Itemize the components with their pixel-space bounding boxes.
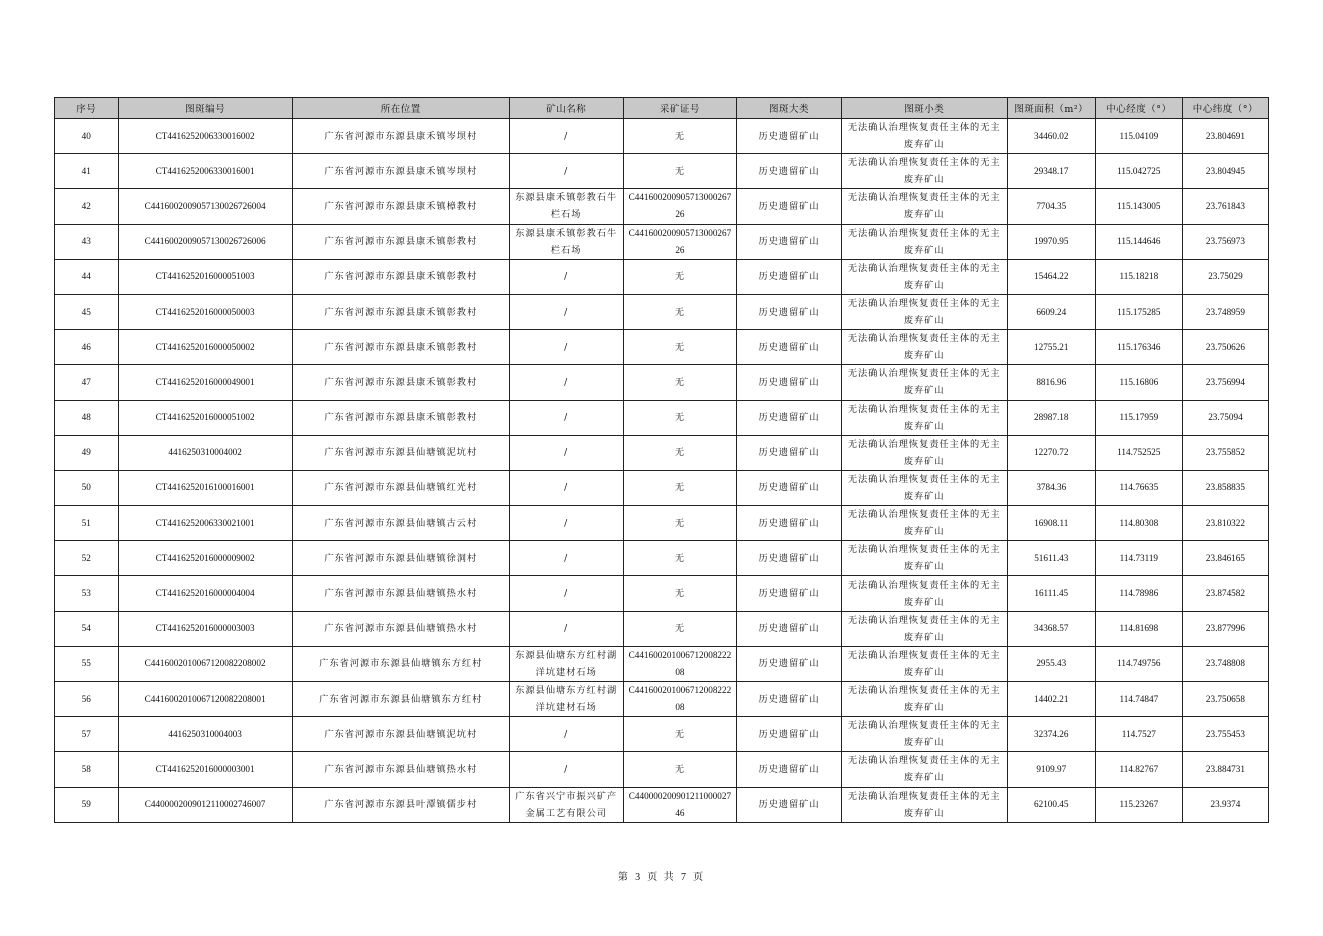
table-row [55,611,1269,646]
cell-latitude: 23.761843 [1182,189,1268,224]
cell-license-no: 无 [623,752,737,787]
cell-subcategory: 无法确认治理恢复责任主体的无主废弃矿山 [841,506,1007,541]
cell-latitude: 23.755453 [1182,717,1268,752]
cell-index: 49 [55,435,119,470]
abandoned-mine-table [54,97,1269,823]
cell-patch-id: CT4416252016000009002 [118,541,292,576]
cell-mine-name: / [509,294,623,329]
table-header-row [55,98,1269,119]
cell-mine-name: / [509,576,623,611]
cell-latitude: 23.858835 [1182,470,1268,505]
cell-subcategory: 无法确认治理恢复责任主体的无主废弃矿山 [841,470,1007,505]
cell-subcategory: 无法确认治理恢复责任主体的无主废弃矿山 [841,752,1007,787]
cell-category: 历史遗留矿山 [737,506,841,541]
cell-license-no: 无 [623,119,737,154]
cell-category: 历史遗留矿山 [737,470,841,505]
cell-location: 广东省河源市东源县康禾镇彰教村 [292,294,509,329]
cell-category: 历史遗留矿山 [737,576,841,611]
cell-index: 47 [55,365,119,400]
cell-area: 12270.72 [1007,435,1095,470]
cell-latitude: 23.755852 [1182,435,1268,470]
cell-category: 历史遗留矿山 [737,294,841,329]
cell-category: 历史遗留矿山 [737,189,841,224]
cell-license-no: 无 [623,717,737,752]
cell-latitude: 23.756973 [1182,224,1268,259]
cell-mine-name: / [509,365,623,400]
table-row [55,435,1269,470]
cell-location: 广东省河源市东源县仙塘镇东方红村 [292,682,509,717]
table-row [55,259,1269,294]
header-subcategory: 图斑小类 [841,98,1007,119]
cell-mine-name: / [509,400,623,435]
cell-index: 48 [55,400,119,435]
cell-license-no: 无 [623,506,737,541]
cell-longitude: 114.749756 [1095,646,1182,681]
cell-subcategory: 无法确认治理恢复责任主体的无主废弃矿山 [841,119,1007,154]
table-row [55,294,1269,329]
cell-mine-name: / [509,470,623,505]
cell-area: 8816.96 [1007,365,1095,400]
cell-location: 广东省河源市东源县仙塘镇泥坑村 [292,717,509,752]
cell-location: 广东省河源市东源县康禾镇彰教村 [292,259,509,294]
table-row [55,506,1269,541]
cell-area: 15464.22 [1007,259,1095,294]
cell-license-no: 无 [623,576,737,611]
cell-longitude: 114.82767 [1095,752,1182,787]
cell-index: 46 [55,330,119,365]
cell-license-no: C44160020090571300026726 [623,189,737,224]
cell-latitude: 23.804691 [1182,119,1268,154]
footer-suffix: 页 [693,872,706,883]
cell-area: 62100.45 [1007,787,1095,822]
cell-index: 57 [55,717,119,752]
cell-mine-name: / [509,259,623,294]
cell-latitude: 23.9374 [1182,787,1268,822]
cell-patch-id: CT4416252016000049001 [118,365,292,400]
cell-longitude: 114.78986 [1095,576,1182,611]
cell-subcategory: 无法确认治理恢复责任主体的无主废弃矿山 [841,682,1007,717]
table-row [55,787,1269,822]
header-mine-name: 矿山名称 [509,98,623,119]
cell-latitude: 23.874582 [1182,576,1268,611]
cell-longitude: 114.74847 [1095,682,1182,717]
cell-patch-id: 4416250310004002 [118,435,292,470]
cell-category: 历史遗留矿山 [737,646,841,681]
cell-patch-id: CT4416252016000051002 [118,400,292,435]
cell-license-no: 无 [623,294,737,329]
table-row [55,400,1269,435]
cell-patch-id: CT4416252016000004004 [118,576,292,611]
cell-area: 9109.97 [1007,752,1095,787]
cell-location: 广东省河源市东源县康禾镇岑坝村 [292,119,509,154]
cell-location: 广东省河源市东源县仙塘镇热水村 [292,576,509,611]
table-row [55,646,1269,681]
cell-category: 历史遗留矿山 [737,435,841,470]
cell-index: 43 [55,224,119,259]
header-latitude: 中心纬度（°） [1182,98,1268,119]
cell-index: 55 [55,646,119,681]
cell-location: 广东省河源市东源县康禾镇彰教村 [292,330,509,365]
cell-latitude: 23.804945 [1182,154,1268,189]
cell-longitude: 115.143005 [1095,189,1182,224]
cell-patch-id: C4400002009012110002746007 [118,787,292,822]
cell-latitude: 23.756994 [1182,365,1268,400]
cell-category: 历史遗留矿山 [737,752,841,787]
cell-latitude: 23.846165 [1182,541,1268,576]
table-row [55,330,1269,365]
cell-longitude: 114.752525 [1095,435,1182,470]
cell-license-no: C44160020100671200822208 [623,646,737,681]
cell-area: 34460.02 [1007,119,1095,154]
table-row [55,224,1269,259]
cell-mine-name: / [509,752,623,787]
cell-latitude: 23.884731 [1182,752,1268,787]
table-row [55,717,1269,752]
cell-subcategory: 无法确认治理恢复责任主体的无主废弃矿山 [841,330,1007,365]
footer-prefix: 第 [617,872,630,883]
table-row [55,470,1269,505]
cell-longitude: 115.144646 [1095,224,1182,259]
cell-area: 34368.57 [1007,611,1095,646]
cell-index: 56 [55,682,119,717]
cell-mine-name: 东源县康禾镇彰教石牛栏石场 [509,224,623,259]
cell-index: 44 [55,259,119,294]
cell-license-no: C44160020090571300026726 [623,224,737,259]
cell-area: 12755.21 [1007,330,1095,365]
cell-index: 40 [55,119,119,154]
cell-category: 历史遗留矿山 [737,119,841,154]
cell-mine-name: / [509,541,623,576]
cell-subcategory: 无法确认治理恢复责任主体的无主废弃矿山 [841,154,1007,189]
cell-patch-id: CT4416252006330016002 [118,119,292,154]
cell-location: 广东省河源市东源县叶潭镇儒步村 [292,787,509,822]
cell-license-no: 无 [623,259,737,294]
cell-location: 广东省河源市东源县康禾镇岑坝村 [292,154,509,189]
cell-area: 29348.17 [1007,154,1095,189]
cell-index: 50 [55,470,119,505]
cell-license-no: 无 [623,470,737,505]
cell-patch-id: CT4416252016000003001 [118,752,292,787]
cell-index: 42 [55,189,119,224]
cell-license-no: 无 [623,365,737,400]
cell-license-no: 无 [623,611,737,646]
table-row [55,189,1269,224]
cell-patch-id: C4416002009057130026726004 [118,189,292,224]
cell-latitude: 23.748959 [1182,294,1268,329]
cell-subcategory: 无法确认治理恢复责任主体的无主废弃矿山 [841,259,1007,294]
cell-latitude: 23.810322 [1182,506,1268,541]
header-area: 图斑面积（m²） [1007,98,1095,119]
cell-patch-id: CT4416252016000050003 [118,294,292,329]
cell-subcategory: 无法确认治理恢复责任主体的无主废弃矿山 [841,611,1007,646]
cell-location: 广东省河源市东源县康禾镇彰教村 [292,365,509,400]
cell-location: 广东省河源市东源县仙塘镇红光村 [292,470,509,505]
cell-longitude: 115.042725 [1095,154,1182,189]
cell-mine-name: / [509,611,623,646]
cell-longitude: 115.176346 [1095,330,1182,365]
cell-location: 广东省河源市东源县仙塘镇热水村 [292,611,509,646]
cell-category: 历史遗留矿山 [737,541,841,576]
page-footer [0,868,1323,883]
cell-mine-name: 广东省兴宁市振兴矿产金属工艺有限公司 [509,787,623,822]
cell-location: 广东省河源市东源县康禾镇彰教村 [292,224,509,259]
header-patch-id: 图斑编号 [118,98,292,119]
cell-latitude: 23.877996 [1182,611,1268,646]
table-row [55,752,1269,787]
cell-license-no: 无 [623,154,737,189]
cell-patch-id: CT4416252006330021001 [118,506,292,541]
cell-mine-name: / [509,506,623,541]
cell-area: 3784.36 [1007,470,1095,505]
cell-area: 14402.21 [1007,682,1095,717]
cell-longitude: 114.80308 [1095,506,1182,541]
cell-subcategory: 无法确认治理恢复责任主体的无主废弃矿山 [841,189,1007,224]
cell-mine-name: 东源县康禾镇彰教石牛栏石场 [509,189,623,224]
cell-patch-id: C4416002009057130026726006 [118,224,292,259]
cell-area: 19970.95 [1007,224,1095,259]
cell-patch-id: CT4416252006330016001 [118,154,292,189]
header-category: 图斑大类 [737,98,841,119]
header-index: 序号 [55,98,119,119]
cell-category: 历史遗留矿山 [737,224,841,259]
cell-latitude: 23.75094 [1182,400,1268,435]
cell-category: 历史遗留矿山 [737,259,841,294]
cell-longitude: 115.17959 [1095,400,1182,435]
cell-longitude: 115.175285 [1095,294,1182,329]
cell-category: 历史遗留矿山 [737,365,841,400]
cell-index: 52 [55,541,119,576]
cell-longitude: 115.16806 [1095,365,1182,400]
cell-longitude: 114.81698 [1095,611,1182,646]
cell-subcategory: 无法确认治理恢复责任主体的无主废弃矿山 [841,717,1007,752]
cell-category: 历史遗留矿山 [737,611,841,646]
cell-area: 7704.35 [1007,189,1095,224]
table-row [55,154,1269,189]
cell-license-no: C44000020090121100002746 [623,787,737,822]
cell-category: 历史遗留矿山 [737,787,841,822]
cell-mine-name: 东源县仙塘东方红村湖洋坑建材石场 [509,646,623,681]
cell-latitude: 23.750626 [1182,330,1268,365]
cell-longitude: 114.73119 [1095,541,1182,576]
cell-subcategory: 无法确认治理恢复责任主体的无主废弃矿山 [841,541,1007,576]
cell-category: 历史遗留矿山 [737,400,841,435]
table-row [55,119,1269,154]
cell-subcategory: 无法确认治理恢复责任主体的无主废弃矿山 [841,435,1007,470]
cell-category: 历史遗留矿山 [737,682,841,717]
cell-mine-name: 东源县仙塘东方红村湖洋坑建材石场 [509,682,623,717]
cell-category: 历史遗留矿山 [737,717,841,752]
cell-latitude: 23.750658 [1182,682,1268,717]
table-row [55,365,1269,400]
table-row [55,576,1269,611]
cell-patch-id: 4416250310004003 [118,717,292,752]
cell-license-no: C44160020100671200822208 [623,682,737,717]
cell-patch-id: CT4416252016000050002 [118,330,292,365]
cell-index: 58 [55,752,119,787]
cell-subcategory: 无法确认治理恢复责任主体的无主废弃矿山 [841,224,1007,259]
cell-location: 广东省河源市东源县仙塘镇泥坑村 [292,435,509,470]
table-row [55,682,1269,717]
cell-patch-id: CT4416252016100016001 [118,470,292,505]
header-license-no: 采矿证号 [623,98,737,119]
cell-subcategory: 无法确认治理恢复责任主体的无主废弃矿山 [841,646,1007,681]
cell-license-no: 无 [623,400,737,435]
cell-location: 广东省河源市东源县仙塘镇热水村 [292,752,509,787]
cell-location: 广东省河源市东源县康禾镇彰教村 [292,400,509,435]
cell-patch-id: CT4416252016000051003 [118,259,292,294]
cell-patch-id: C4416002010067120082208002 [118,646,292,681]
cell-location: 广东省河源市东源县仙塘镇古云村 [292,506,509,541]
footer-mid: 页 共 [647,872,676,883]
cell-area: 16908.11 [1007,506,1095,541]
cell-location: 广东省河源市东源县仙塘镇东方红村 [292,646,509,681]
cell-license-no: 无 [623,435,737,470]
cell-index: 54 [55,611,119,646]
cell-subcategory: 无法确认治理恢复责任主体的无主废弃矿山 [841,787,1007,822]
cell-longitude: 115.18218 [1095,259,1182,294]
cell-mine-name: / [509,154,623,189]
cell-area: 28987.18 [1007,400,1095,435]
cell-index: 51 [55,506,119,541]
cell-patch-id: C4416002010067120082208001 [118,682,292,717]
cell-area: 2955.43 [1007,646,1095,681]
cell-index: 41 [55,154,119,189]
cell-location: 广东省河源市东源县仙塘镇徐洞村 [292,541,509,576]
cell-subcategory: 无法确认治理恢复责任主体的无主废弃矿山 [841,365,1007,400]
cell-area: 51611.43 [1007,541,1095,576]
cell-patch-id: CT4416252016000003003 [118,611,292,646]
cell-index: 59 [55,787,119,822]
cell-mine-name: / [509,330,623,365]
cell-subcategory: 无法确认治理恢复责任主体的无主废弃矿山 [841,400,1007,435]
cell-area: 32374.26 [1007,717,1095,752]
cell-subcategory: 无法确认治理恢复责任主体的无主废弃矿山 [841,294,1007,329]
header-location: 所在位置 [292,98,509,119]
header-longitude: 中心经度（°） [1095,98,1182,119]
cell-index: 45 [55,294,119,329]
table-row [55,541,1269,576]
cell-mine-name: / [509,119,623,154]
cell-latitude: 23.75029 [1182,259,1268,294]
cell-mine-name: / [509,717,623,752]
cell-category: 历史遗留矿山 [737,330,841,365]
cell-longitude: 114.76635 [1095,470,1182,505]
footer-page-number: 3 [635,872,643,883]
cell-license-no: 无 [623,330,737,365]
cell-license-no: 无 [623,541,737,576]
cell-longitude: 115.23267 [1095,787,1182,822]
cell-area: 6609.24 [1007,294,1095,329]
cell-longitude: 114.7527 [1095,717,1182,752]
cell-area: 16111.45 [1007,576,1095,611]
footer-total-pages: 7 [680,872,688,883]
cell-index: 53 [55,576,119,611]
cell-category: 历史遗留矿山 [737,154,841,189]
cell-subcategory: 无法确认治理恢复责任主体的无主废弃矿山 [841,576,1007,611]
cell-location: 广东省河源市东源县康禾镇樟教村 [292,189,509,224]
cell-latitude: 23.748808 [1182,646,1268,681]
cell-mine-name: / [509,435,623,470]
cell-longitude: 115.04109 [1095,119,1182,154]
